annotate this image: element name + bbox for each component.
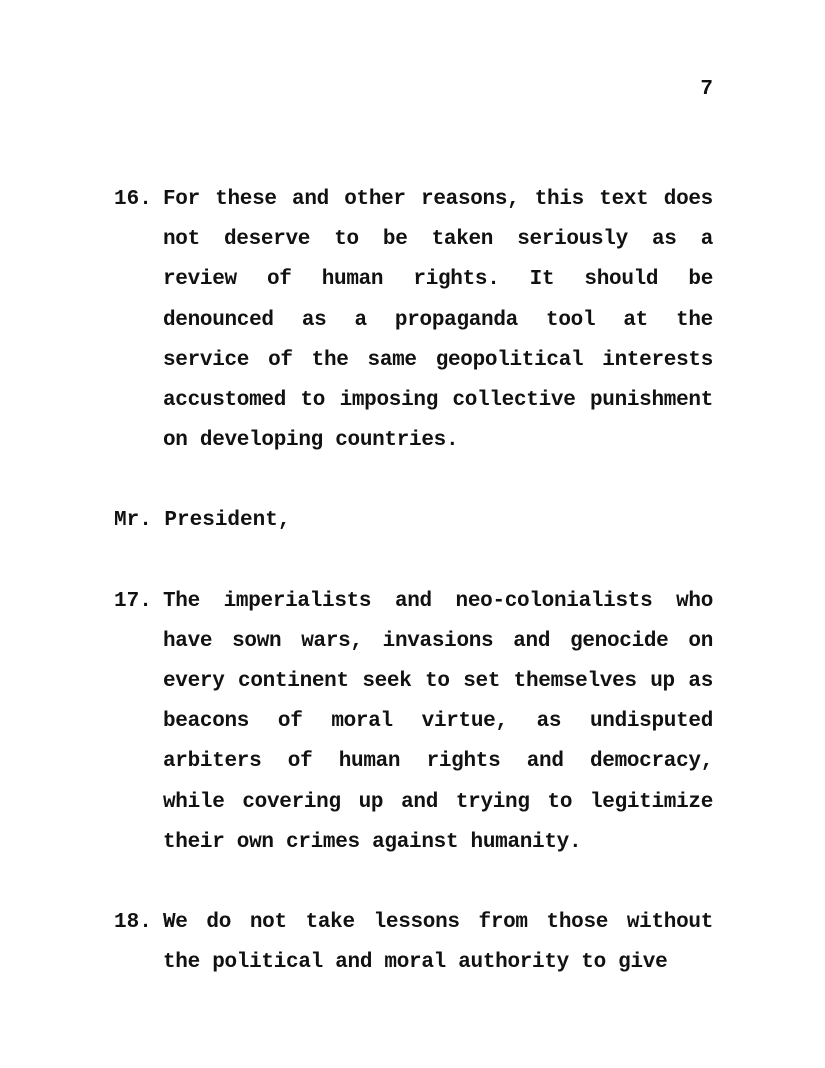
paragraph-number: 18.: [114, 911, 152, 935]
paragraph-text: For these and other reasons, this text does not deserve to be taken seriously as a review of human rights. It should be denounced as a propaganda tool at the service of the same geopolitical interests accustomed to imposing collective punishment on developing countries.: [163, 188, 713, 453]
numbered-paragraph-17: [114, 582, 713, 863]
page-number: 7: [700, 78, 713, 101]
salutation: Mr. President,: [114, 509, 291, 533]
document-body: [114, 180, 713, 1023]
paragraph-text: We do not take lessons from those without the political and moral authority to give: [163, 911, 713, 975]
numbered-paragraph-18: [114, 903, 713, 983]
paragraph-text: The imperialists and neo-colonialists who have sown wars, invasions and genocide on every continent seek to set themselves up as beacons of moral virtue, as undisputed arbiters of human rights and democracy, while covering up and trying to legitimize their own crimes against humanity.: [163, 589, 713, 854]
paragraph-number: 16.: [114, 188, 152, 211]
paragraph-number: 17.: [114, 589, 152, 613]
numbered-paragraph-16: [114, 180, 713, 461]
